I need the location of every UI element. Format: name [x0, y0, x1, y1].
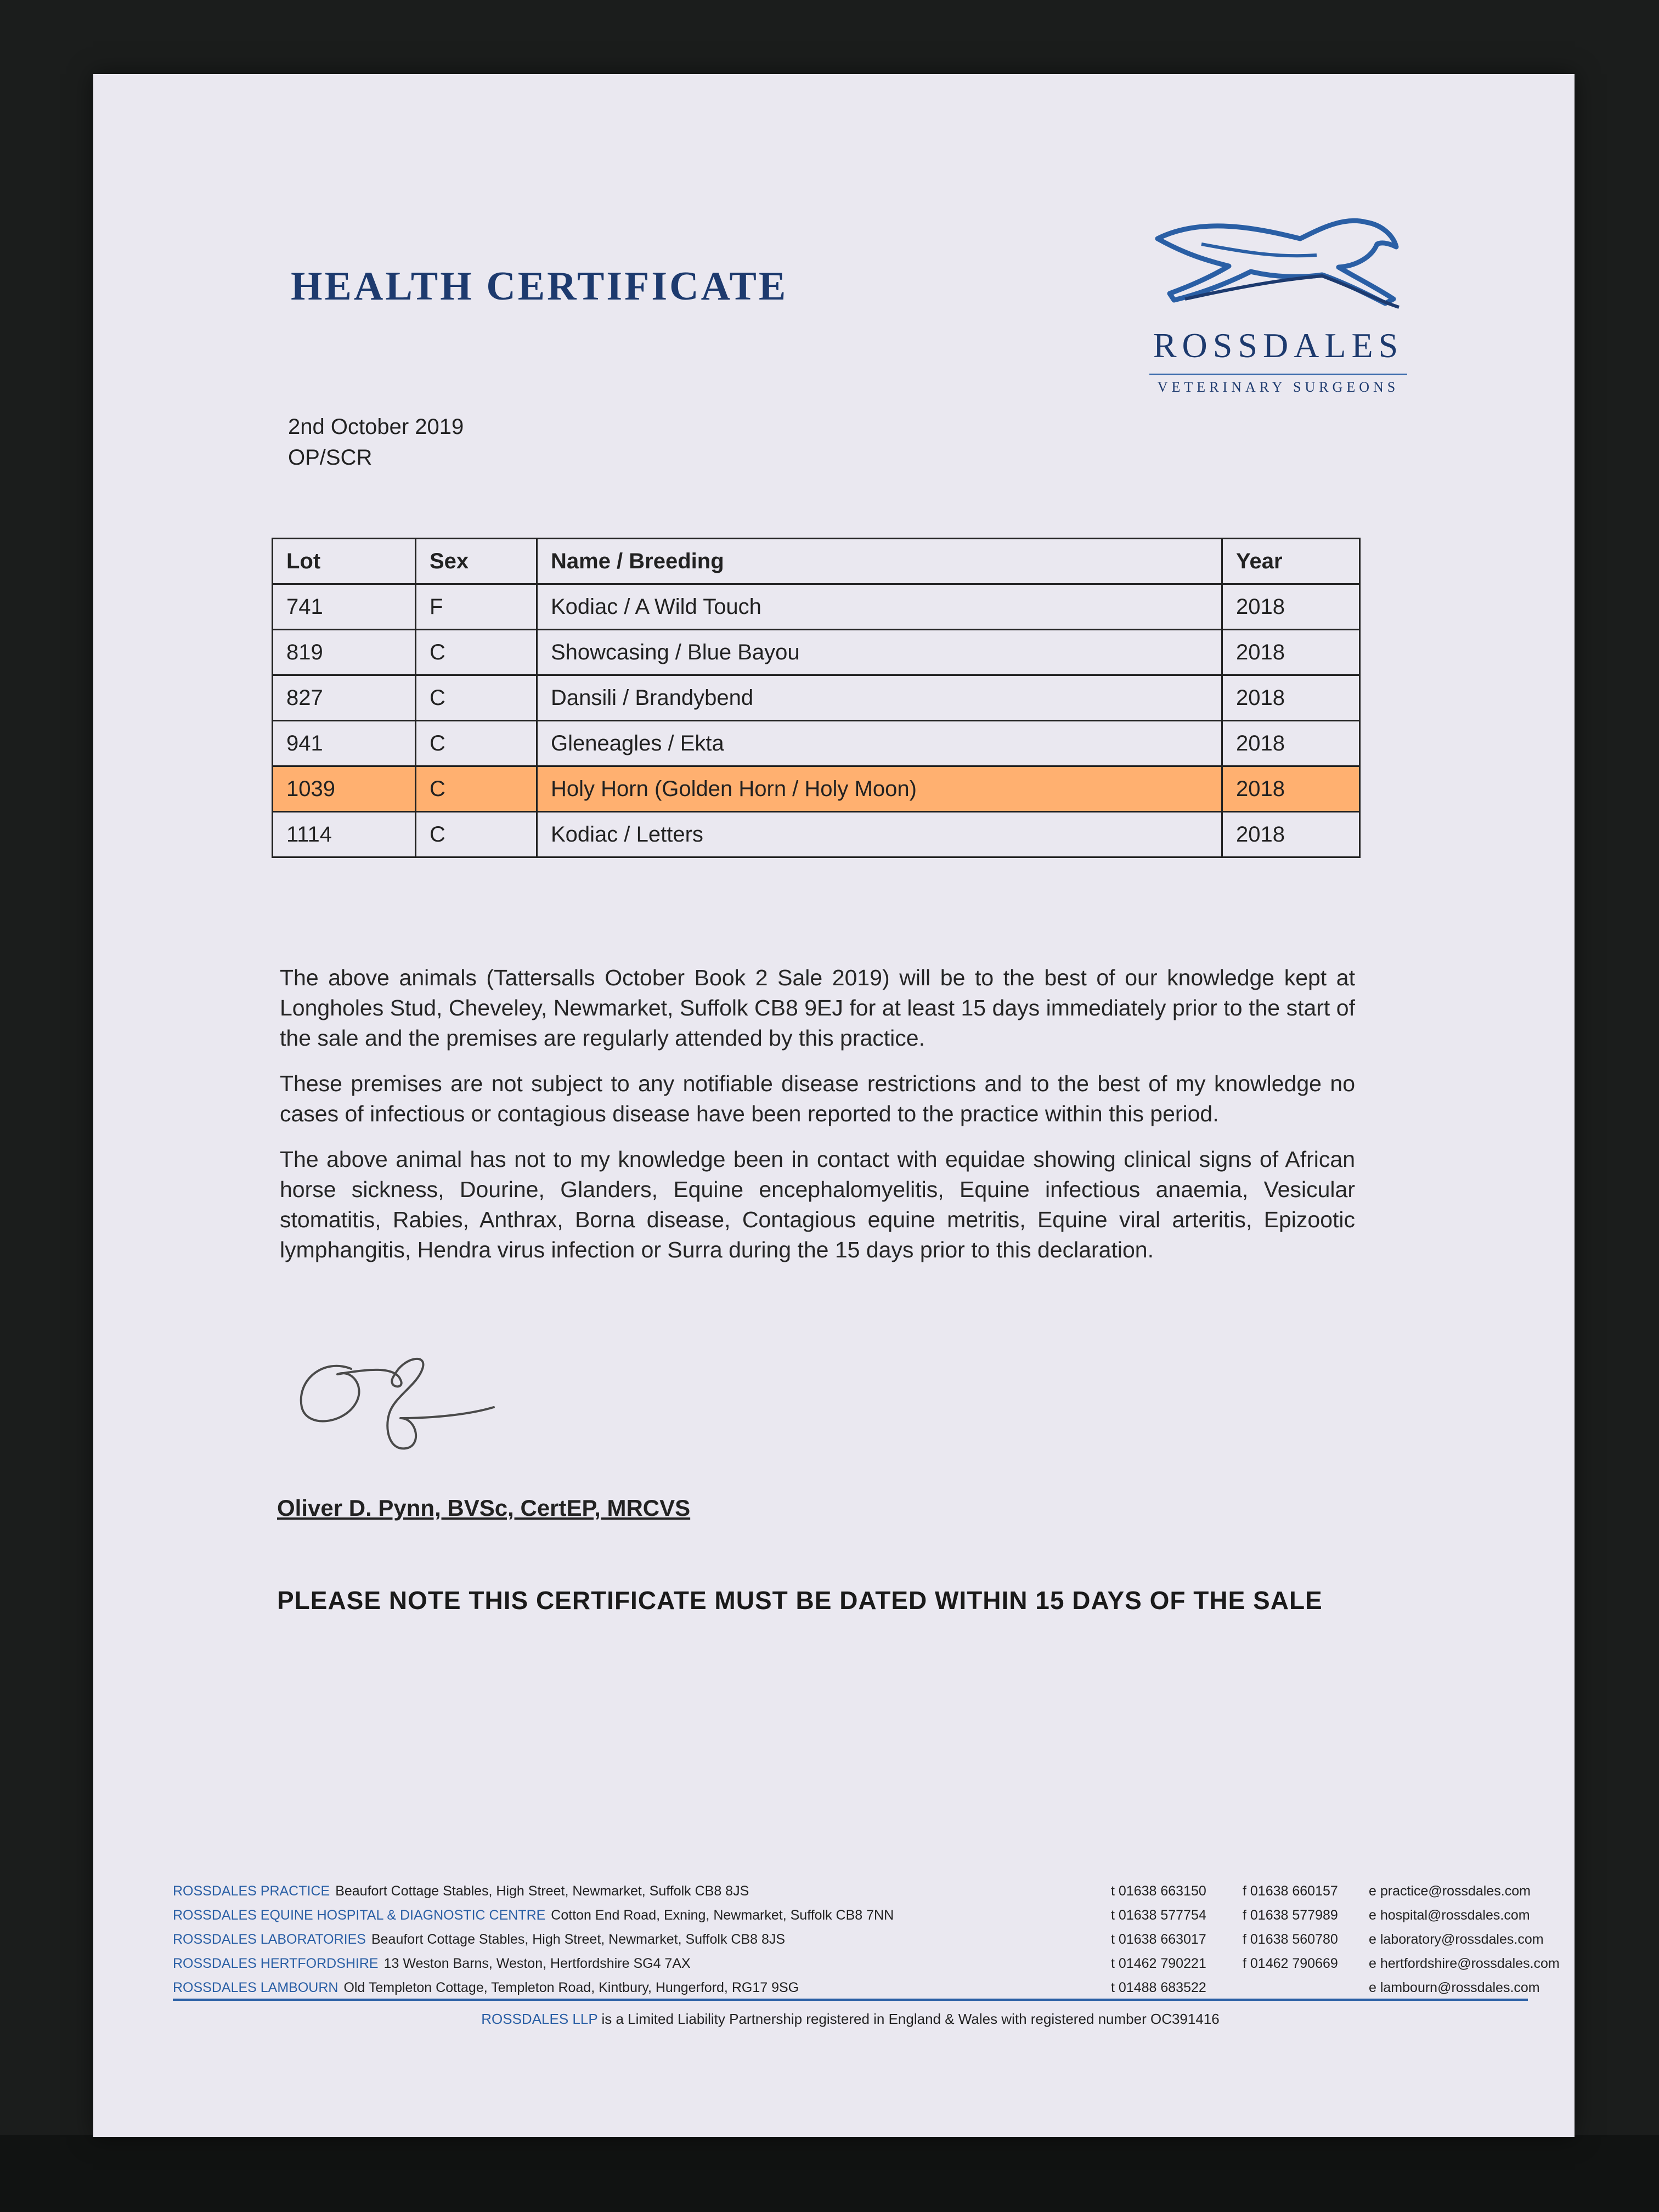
certificate-note: PLEASE NOTE THIS CERTIFICATE MUST BE DATED WITHIN 15 DAYS OF THE SALE	[277, 1586, 1323, 1615]
location-name: ROSSDALES LABORATORIES	[173, 1932, 366, 1947]
email-address: e practice@rossdales.com	[1369, 1883, 1531, 1899]
document-date: 2nd October 2019	[288, 415, 464, 439]
location-address: Cotton End Road, Exning, Newmarket, Suffolk CB8 7NN	[551, 1908, 894, 1923]
table-row	[273, 630, 1360, 675]
column-header-sex: Sex	[416, 539, 537, 584]
certificate-page	[93, 74, 1575, 2137]
telephone-number: t 01638 663017	[1111, 1932, 1206, 1947]
table-row-highlighted	[273, 766, 1360, 812]
lot-cell: 941	[273, 721, 416, 766]
footer-location	[173, 1951, 1029, 1976]
footer-faxes	[1243, 1879, 1338, 1976]
sex-cell: C	[416, 766, 537, 812]
footer-legal	[173, 2011, 1528, 2028]
logo-divider	[1149, 374, 1407, 375]
email-address: e laboratory@rossdales.com	[1369, 1932, 1544, 1947]
location-address: Beaufort Cottage Stables, High Street, Newmarket, Suffolk CB8 8JS	[371, 1932, 786, 1947]
document-title: HEALTH CERTIFICATE	[291, 264, 788, 309]
footer-location	[173, 1927, 1029, 1951]
lot-cell: 819	[273, 630, 416, 675]
telephone-number: t 01638 663150	[1111, 1883, 1206, 1899]
table-row	[273, 584, 1360, 630]
location-address: Beaufort Cottage Stables, High Street, Newmarket, Suffolk CB8 8JS	[335, 1883, 749, 1899]
name-breeding-cell: Gleneagles / Ekta	[537, 721, 1222, 766]
lots-table	[272, 538, 1361, 858]
location-address: 13 Weston Barns, Weston, Hertfordshire SG4 7AX	[383, 1956, 691, 1971]
year-cell: 2018	[1222, 812, 1360, 857]
declaration-text	[280, 963, 1355, 1280]
fax-number: f 01638 660157	[1243, 1883, 1338, 1899]
sex-cell: C	[416, 675, 537, 721]
sex-cell: C	[416, 630, 537, 675]
name-breeding-cell: Dansili / Brandybend	[537, 675, 1222, 721]
table-row	[273, 721, 1360, 766]
year-cell: 2018	[1222, 630, 1360, 675]
footer-location	[173, 1879, 1029, 1903]
table-row	[273, 675, 1360, 721]
location-address: Old Templeton Cottage, Templeton Road, Kintbury, Hungerford, RG17 9SG	[343, 1980, 799, 1995]
footer-divider	[173, 1999, 1528, 2001]
telephone-number: t 01638 577754	[1111, 1908, 1206, 1923]
sex-cell: C	[416, 812, 537, 857]
telephone-number: t 01488 683522	[1111, 1980, 1206, 1995]
footer-location	[173, 1976, 1029, 2000]
declaration-paragraph: The above animal has not to my knowledge been in contact with equidae showing clinical signs of African horse sickness, Dourine, Glanders, Equine encephalomyelitis, Equine infectious anaemia, Vesicular stomatitis, Rabies, Anthrax, Borna disease, Contagious equine metritis, Equine viral arteritis, Epizootic lymphangitis, Hendra virus infection or Surra during the 15 days prior to this declaration.	[280, 1147, 1355, 1262]
legal-org-name: ROSSDALES LLP	[481, 2011, 598, 2027]
lot-cell: 1039	[273, 766, 416, 812]
footer-emails	[1369, 1879, 1560, 2000]
logo-name: ROSSDALES	[1153, 326, 1404, 365]
location-name: ROSSDALES EQUINE HOSPITAL & DIAGNOSTIC CENTRE	[173, 1908, 546, 1923]
desk-surface	[0, 2135, 1659, 2212]
year-cell: 2018	[1222, 675, 1360, 721]
location-name: ROSSDALES LAMBOURN	[173, 1980, 338, 1995]
handwritten-signature	[285, 1336, 571, 1462]
telephone-number: t 01462 790221	[1111, 1956, 1206, 1971]
footer-location	[173, 1903, 1029, 1927]
fax-number: f 01638 560780	[1243, 1932, 1338, 1947]
email-address: e lambourn@rossdales.com	[1369, 1980, 1540, 1995]
name-breeding-cell: Showcasing / Blue Bayou	[537, 630, 1222, 675]
table-header-row	[273, 539, 1360, 584]
email-address: e hertfordshire@rossdales.com	[1369, 1956, 1560, 1971]
year-cell: 2018	[1222, 766, 1360, 812]
year-cell: 2018	[1222, 584, 1360, 630]
signatory-name: Oliver D. Pynn, BVSc, CertEP, MRCVS	[277, 1495, 691, 1521]
logo-subtitle: VETERINARY SURGEONS	[1157, 379, 1400, 395]
email-address: e hospital@rossdales.com	[1369, 1908, 1530, 1923]
lot-cell: 827	[273, 675, 416, 721]
declaration-paragraph: The above animals (Tattersalls October Book 2 Sale 2019) will be to the best of our knowledge kept at Longholes Stud, Cheveley, Newmarket, Suffolk CB8 9EJ for at least 15 days immediately prior to the start of the sale and the premises are regularly attended by this practice.	[280, 965, 1355, 1051]
location-name: ROSSDALES PRACTICE	[173, 1883, 330, 1899]
lot-cell: 741	[273, 584, 416, 630]
name-breeding-cell: Kodiac / A Wild Touch	[537, 584, 1222, 630]
table-row	[273, 812, 1360, 857]
column-header-name-breeding: Name / Breeding	[537, 539, 1222, 584]
column-header-lot: Lot	[273, 539, 416, 584]
lot-cell: 1114	[273, 812, 416, 857]
document-reference: OP/SCR	[288, 445, 373, 470]
sex-cell: F	[416, 584, 537, 630]
name-breeding-cell: Kodiac / Letters	[537, 812, 1222, 857]
footer-telephones	[1111, 1879, 1206, 2000]
sex-cell: C	[416, 721, 537, 766]
name-breeding-cell: Holy Horn (Golden Horn / Holy Moon)	[537, 766, 1222, 812]
legal-text: is a Limited Liability Partnership registered in England & Wales with registered number OC391416	[601, 2011, 1220, 2027]
declaration-paragraph: These premises are not subject to any notifiable disease restrictions and to the best of my knowledge no cases of infectious or contagious disease have been reported to the practice within this period.	[280, 1071, 1355, 1126]
column-header-year: Year	[1222, 539, 1360, 584]
location-name: ROSSDALES HERTFORDSHIRE	[173, 1956, 379, 1971]
fax-number: f 01462 790669	[1243, 1956, 1338, 1971]
fax-number: f 01638 577989	[1243, 1908, 1338, 1923]
rossdales-logo	[1136, 206, 1421, 396]
footer-locations	[173, 1879, 1029, 2000]
date-reference-block	[288, 411, 464, 473]
year-cell: 2018	[1222, 721, 1360, 766]
horse-icon	[1136, 206, 1421, 321]
